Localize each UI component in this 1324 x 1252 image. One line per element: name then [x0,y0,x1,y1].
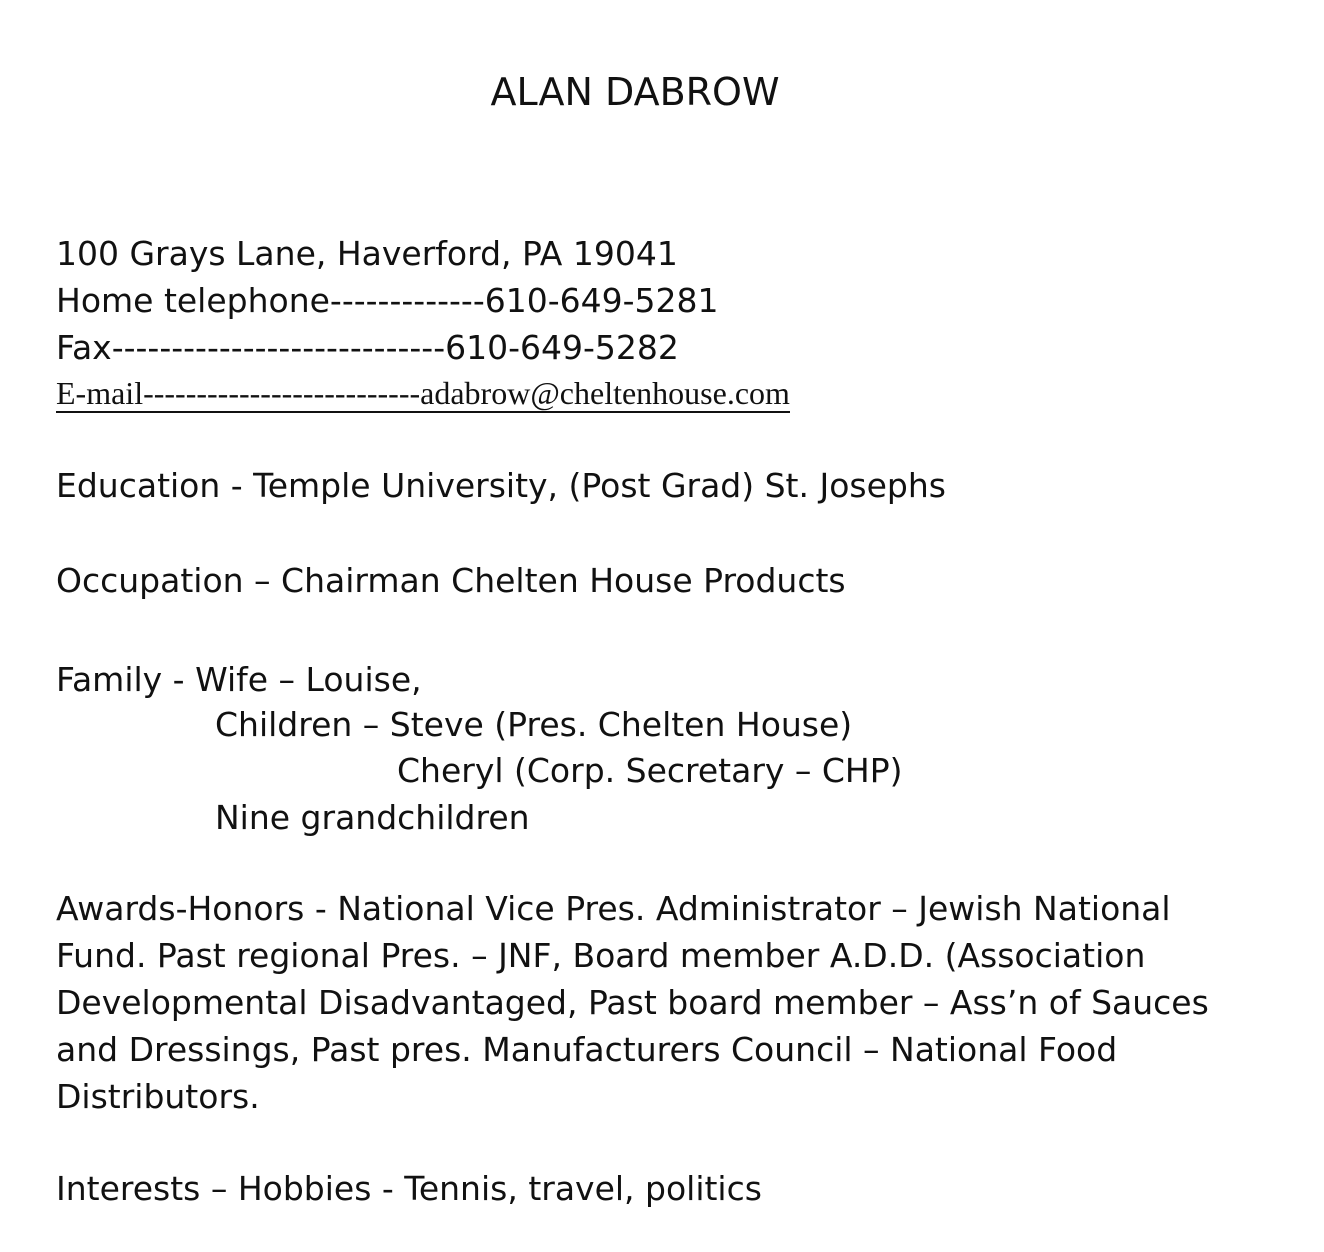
family-grandchildren-line: Nine grandchildren [215,798,530,837]
home-telephone-line: Home telephone-------------610-649-5281 [56,281,719,320]
person-name-heading: ALAN DABROW [490,70,780,114]
family-children-line: Children – Steve (Pres. Chelten House) [215,705,853,744]
family-wife-line: Family - Wife – Louise, [56,660,422,699]
education-line: Education - Temple University, (Post Grad) St. Josephs [56,466,946,505]
family-child-cheryl-line: Cheryl (Corp. Secretary – CHP) [397,751,903,790]
interests-line: Interests – Hobbies - Tennis, travel, politics [56,1169,762,1208]
email-line: E-mail--------------------------adabrow@cheltenhouse.com [56,375,790,411]
occupation-line: Occupation – Chairman Chelten House Products [56,561,846,600]
awards-line-1: Awards-Honors - National Vice Pres. Administrator – Jewish National [56,889,1171,928]
awards-line-2: Fund. Past regional Pres. – JNF, Board member A.D.D. (Association [56,936,1146,975]
awards-line-3: Developmental Disadvantaged, Past board member – Ass’n of Sauces [56,983,1209,1022]
address-line: 100 Grays Lane, Haverford, PA 19041 [56,234,678,273]
fax-line: Fax----------------------------610-649-5282 [56,328,679,367]
awards-line-5: Distributors. [56,1077,260,1116]
awards-line-4: and Dressings, Past pres. Manufacturers Council – National Food [56,1030,1118,1069]
